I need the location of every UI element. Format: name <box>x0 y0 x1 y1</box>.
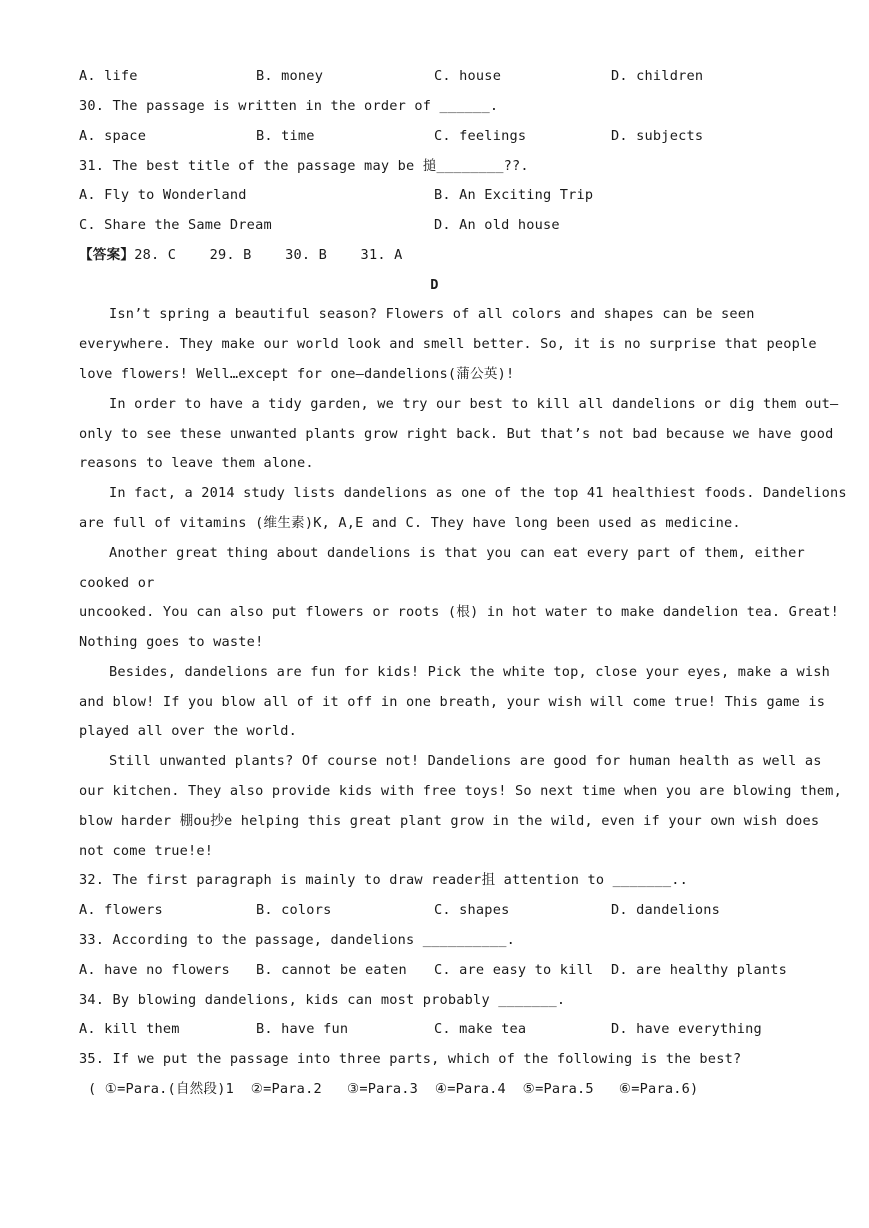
answer-label: 【答案】 <box>79 247 135 263</box>
q29-option-d: D. children <box>611 68 704 84</box>
passage-line: Besides, dandelions are fun for kids! Pick the white top, close your eyes, make a wish <box>109 664 831 680</box>
answer-text: 28. C 29. B 30. B 31. A <box>134 247 403 263</box>
q32-option-b: B. colors <box>256 902 332 918</box>
passage-line: only to see these unwanted plants grow right back. But that’s not bad because we have good <box>79 426 834 442</box>
section-title: D <box>430 277 439 293</box>
passage-line: played all over the world. <box>79 723 297 739</box>
passage-line: uncooked. You can also put flowers or roots (根) in hot water to make dandelion tea. Great! <box>79 604 839 620</box>
passage-line: and blow! If you blow all of it off in one breath, your wish will come true! This game is <box>79 694 826 710</box>
passage-line: blow harder 棚ou抄e helping this great plant grow in the wild, even if your own wish does <box>79 813 820 829</box>
passage-line: In order to have a tidy garden, we try our best to kill all dandelions or dig them out— <box>109 396 839 412</box>
q31-stem: 31. The best title of the passage may be 搥________??. <box>79 158 529 174</box>
q31-option-d: D. An old house <box>434 217 560 233</box>
q33-option-b: B. cannot be eaten <box>256 962 407 978</box>
q29-option-a: A. life <box>79 68 138 84</box>
q32-option-a: A. flowers <box>79 902 163 918</box>
q33-option-d: D. are healthy plants <box>611 962 788 978</box>
passage-line: Still unwanted plants? Of course not! Dandelions are good for human health as well as <box>109 753 822 769</box>
q33-option-c: C. are easy to kill <box>434 962 594 978</box>
passage-line: are full of vitamins (维生素)K, A,E and C. They have long been used as medicine. <box>79 515 741 531</box>
q31-option-c: C. Share the Same Dream <box>79 217 272 233</box>
q29-option-b: B. money <box>256 68 324 84</box>
q34-stem: 34. By blowing dandelions, kids can most probably _______. <box>79 992 566 1008</box>
passage-line: love flowers! Well…except for one—dandelions(蒲公英)! <box>79 366 515 382</box>
passage-line: cooked or <box>79 575 155 591</box>
q35-legend: ( ①=Para.(自然段)1 ②=Para.2 ③=Para.3 ④=Para.4 ⑤=Para.5 ⑥=Para.6) <box>88 1081 699 1097</box>
q30-stem: 30. The passage is written in the order of ______. <box>79 98 499 114</box>
passage-line: everywhere. They make our world look and smell better. So, it is no surprise that people <box>79 336 817 352</box>
passage-line: Isn’t spring a beautiful season? Flowers of all colors and shapes can be seen <box>109 306 755 322</box>
q34-option-a: A. kill them <box>79 1021 180 1037</box>
q31-option-a: A. Fly to Wonderland <box>79 187 247 203</box>
passage-line: our kitchen. They also provide kids with free toys! So next time when you are blowing them, <box>79 783 842 799</box>
q34-option-c: C. make tea <box>434 1021 527 1037</box>
q30-option-a: A. space <box>79 128 147 144</box>
passage-line: Another great thing about dandelions is that you can eat every part of them, either <box>109 545 805 561</box>
passage-line: Nothing goes to waste! <box>79 634 264 650</box>
answer-line <box>79 246 402 264</box>
q34-option-d: D. have everything <box>611 1021 762 1037</box>
q30-option-b: B. time <box>256 128 315 144</box>
q31-option-b: B. An Exciting Trip <box>434 187 594 203</box>
passage-line: In fact, a 2014 study lists dandelions as one of the top 41 healthiest foods. Dandelions <box>109 485 847 501</box>
q32-option-d: D. dandelions <box>611 902 720 918</box>
passage-line: reasons to leave them alone. <box>79 455 314 471</box>
q29-option-c: C. house <box>434 68 502 84</box>
q33-stem: 33. According to the passage, dandelions __________. <box>79 932 515 948</box>
q34-option-b: B. have fun <box>256 1021 349 1037</box>
q32-option-c: C. shapes <box>434 902 510 918</box>
passage-line: not come true!e! <box>79 843 214 859</box>
q32-stem: 32. The first paragraph is mainly to draw reader抯 attention to _______.. <box>79 872 689 888</box>
q35-stem: 35. If we put the passage into three parts, which of the following is the best? <box>79 1051 742 1067</box>
q30-option-d: D. subjects <box>611 128 704 144</box>
q33-option-a: A. have no flowers <box>79 962 230 978</box>
q30-option-c: C. feelings <box>434 128 527 144</box>
